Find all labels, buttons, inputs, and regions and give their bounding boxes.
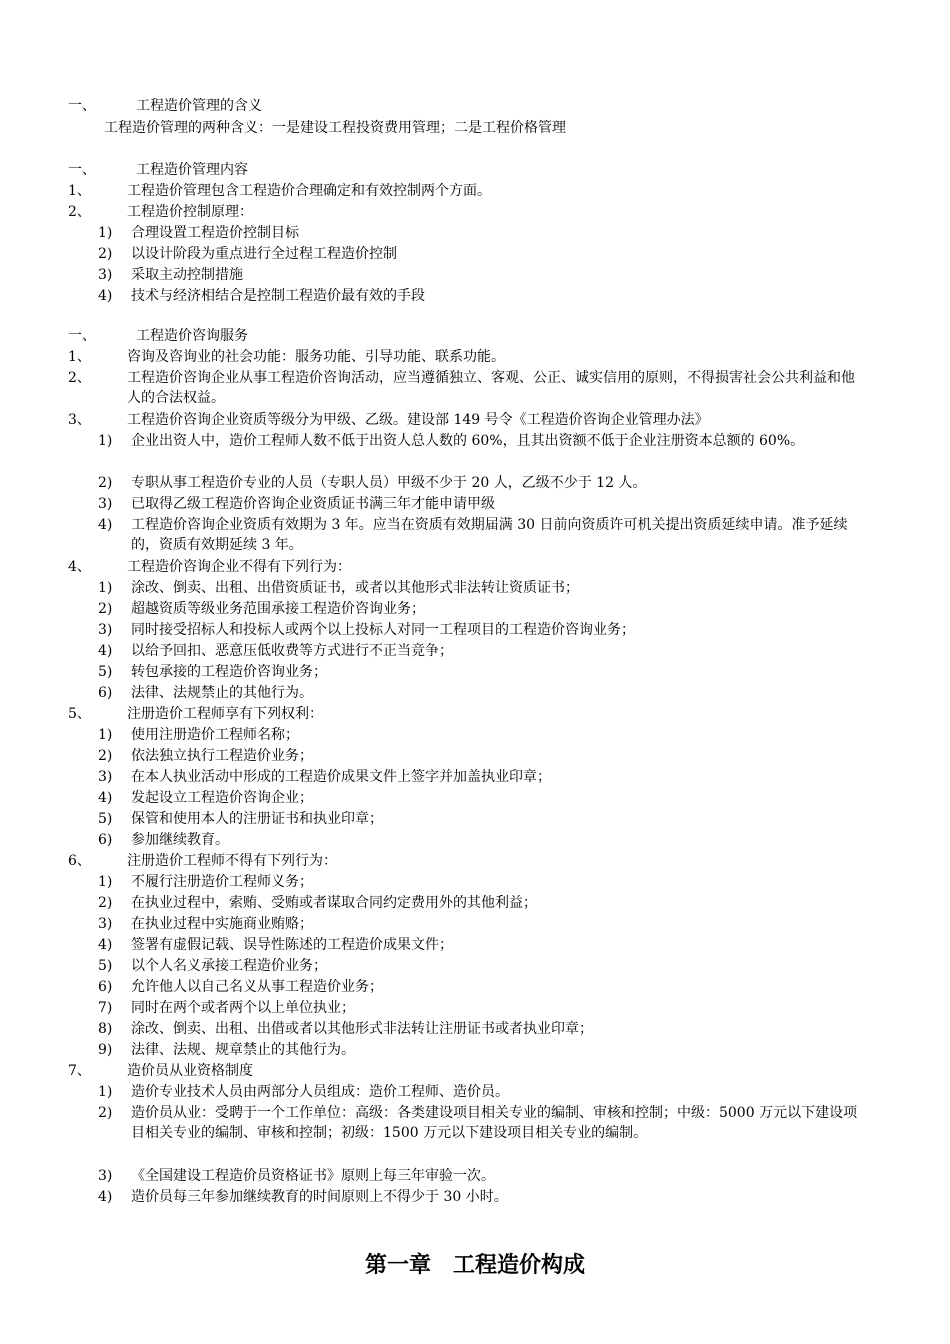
subitem-number: 2) [98, 748, 113, 764]
paragraph: 工程造价管理的两种含义：一是建设工程投资费用管理；二是工程价格管理 [104, 120, 566, 136]
subitem-text: 《全国建设工程造价员资格证书》原则上每三年审验一次。 [131, 1168, 495, 1184]
subitem-text: 允许他人以自己名义从事工程造价业务； [131, 979, 383, 995]
subitem-number: 4) [98, 790, 113, 806]
subitem-text: 超越资质等级业务范围承接工程造价咨询业务； [131, 601, 425, 617]
subitem-text: 涂改、倒卖、出租、出借资质证书，或者以其他形式非法转让资质证书； [131, 580, 579, 596]
item-text: 注册造价工程师不得有下列行为： [127, 853, 337, 869]
subitem-text: 参加继续教育。 [131, 832, 229, 848]
item-text: 工程造价管理包含工程造价合理确定和有效控制两个方面。 [127, 183, 491, 199]
subitem-number: 5) [98, 811, 113, 827]
subitem-number: 3) [98, 1168, 113, 1184]
subitem-number: 4) [98, 937, 113, 953]
subitem-number: 3) [98, 916, 113, 932]
item-number: 7、 [68, 1063, 91, 1079]
subitem-number: 1) [98, 433, 113, 449]
chapter-title: 第一章 工程造价构成 [364, 1253, 585, 1278]
subitem-text: 企业出资人中，造价工程师人数不低于出资人总人数的 60%，且其出资额不低于企业注册资本总额的 60%。 [131, 433, 805, 449]
section-title: 工程造价管理的含义 [136, 98, 262, 114]
subitem-text: 签署有虚假记载、误导性陈述的工程造价成果文件； [131, 937, 453, 953]
section-marker: 一、 [68, 98, 96, 114]
subitem-number: 1) [98, 225, 113, 241]
subitem-text: 在本人执业活动中形成的工程造价成果文件上签字并加盖执业印章； [131, 769, 551, 785]
subitem-text: 涂改、倒卖、出租、出借或者以其他形式非法转让注册证书或者执业印章； [131, 1021, 593, 1037]
section-marker: 一、 [68, 162, 96, 178]
item-text: 工程造价咨询企业不得有下列行为： [127, 559, 351, 575]
item-number: 2、 [68, 204, 91, 220]
subitem-text: 工程造价咨询企业资质有效期为 3 年。应当在资质有效期届满 30 日前向资质许可机关提出资质延续申请。准予延续的，资质有效期延续 3 年。 [131, 517, 848, 553]
subitem-number: 4) [98, 288, 113, 304]
subitem-number: 2) [98, 246, 113, 262]
item-text: 注册造价工程师享有下列权利： [127, 706, 323, 722]
subitem-number: 7) [98, 1000, 113, 1016]
subitem-number: 1) [98, 1084, 113, 1100]
subitem-text: 在执业过程中，索贿、受贿或者谋取合同约定费用外的其他利益； [131, 895, 537, 911]
subitem-text: 以个人名义承接工程造价业务； [131, 958, 327, 974]
subitem-number: 2) [98, 601, 113, 617]
section-title: 工程造价管理内容 [136, 162, 248, 178]
section-title: 工程造价咨询服务 [136, 328, 248, 344]
subitem-text: 依法独立执行工程造价业务； [131, 748, 313, 764]
subitem-text: 法律、法规、规章禁止的其他行为。 [131, 1042, 355, 1058]
item-text: 工程造价咨询企业资质等级分为甲级、乙级。建设部 149 号令《工程造价咨询企业管理办法》 [127, 412, 709, 428]
item-number: 1、 [68, 349, 91, 365]
subitem-text: 以给予回扣、恶意压低收费等方式进行不正当竞争； [131, 643, 453, 659]
subitem-number: 1) [98, 580, 113, 596]
item-text: 工程造价咨询企业从事工程造价咨询活动，应当遵循独立、客观、公正、诚实信用的原则，不得损害社会公共利益和他人的合法权益。 [127, 370, 855, 406]
subitem-text: 法律、法规禁止的其他行为。 [131, 685, 313, 701]
item-number: 5、 [68, 706, 91, 722]
subitem-text: 造价员从业：受聘于一个工作单位：高级：各类建设项目相关专业的编制、审核和控制；中级：5000 万元以下建设项目相关专业的编制、审核和控制；初级：1500 万元以下建设项目相关专业的编制。 [131, 1105, 858, 1141]
subitem-number: 9) [98, 1042, 113, 1058]
subitem-number: 2) [98, 895, 113, 911]
subitem-number: 4) [98, 517, 113, 533]
item-number: 4、 [68, 559, 91, 575]
subitem-text: 技术与经济相结合是控制工程造价最有效的手段 [131, 288, 425, 304]
subitem-number: 8) [98, 1021, 113, 1037]
subitem-number: 1) [98, 727, 113, 743]
subitem-text: 不履行注册造价工程师义务； [131, 874, 313, 890]
subitem-number: 3) [98, 769, 113, 785]
item-text: 咨询及咨询业的社会功能：服务功能、引导功能、联系功能。 [127, 349, 505, 365]
subitem-text: 已取得乙级工程造价咨询企业资质证书满三年才能申请甲级 [131, 496, 495, 512]
item-number: 2、 [68, 370, 91, 386]
subitem-text: 转包承接的工程造价咨询业务； [131, 664, 327, 680]
subitem-number: 6) [98, 979, 113, 995]
subitem-number: 5) [98, 664, 113, 680]
subitem-number: 4) [98, 1189, 113, 1205]
subitem-number: 2) [98, 475, 113, 491]
subitem-text: 在执业过程中实施商业贿赂； [131, 916, 313, 932]
subitem-number: 6) [98, 685, 113, 701]
subitem-text: 采取主动控制措施 [131, 267, 243, 283]
item-number: 1、 [68, 183, 91, 199]
item-number: 6、 [68, 853, 91, 869]
subitem-text: 同时接受招标人和投标人或两个以上投标人对同一工程项目的工程造价咨询业务； [131, 622, 635, 638]
item-text: 工程造价控制原理： [127, 204, 253, 220]
section-marker: 一、 [68, 328, 96, 344]
item-text: 造价员从业资格制度 [127, 1063, 253, 1079]
subitem-text: 保管和使用本人的注册证书和执业印章； [131, 811, 383, 827]
subitem-number: 5) [98, 958, 113, 974]
subitem-number: 2) [98, 1105, 113, 1121]
subitem-text: 同时在两个或者两个以上单位执业； [131, 1000, 355, 1016]
subitem-number: 6) [98, 832, 113, 848]
subitem-number: 3) [98, 267, 113, 283]
subitem-text: 使用注册造价工程师名称； [131, 727, 299, 743]
subitem-text: 专职从事工程造价专业的人员（专职人员）甲级不少于 20 人，乙级不少于 12 人。 [131, 475, 647, 491]
subitem-text: 以设计阶段为重点进行全过程工程造价控制 [131, 246, 397, 262]
subitem-text: 合理设置工程造价控制目标 [131, 225, 299, 241]
subitem-text: 造价专业技术人员由两部分人员组成：造价工程师、造价员。 [131, 1084, 509, 1100]
subitem-number: 3) [98, 622, 113, 638]
subitem-number: 4) [98, 643, 113, 659]
subitem-number: 1) [98, 874, 113, 890]
subitem-number: 3) [98, 496, 113, 512]
subitem-text: 造价员每三年参加继续教育的时间原则上不得少于 30 小时。 [131, 1189, 508, 1205]
subitem-text: 发起设立工程造价咨询企业； [131, 790, 313, 806]
item-number: 3、 [68, 412, 91, 428]
